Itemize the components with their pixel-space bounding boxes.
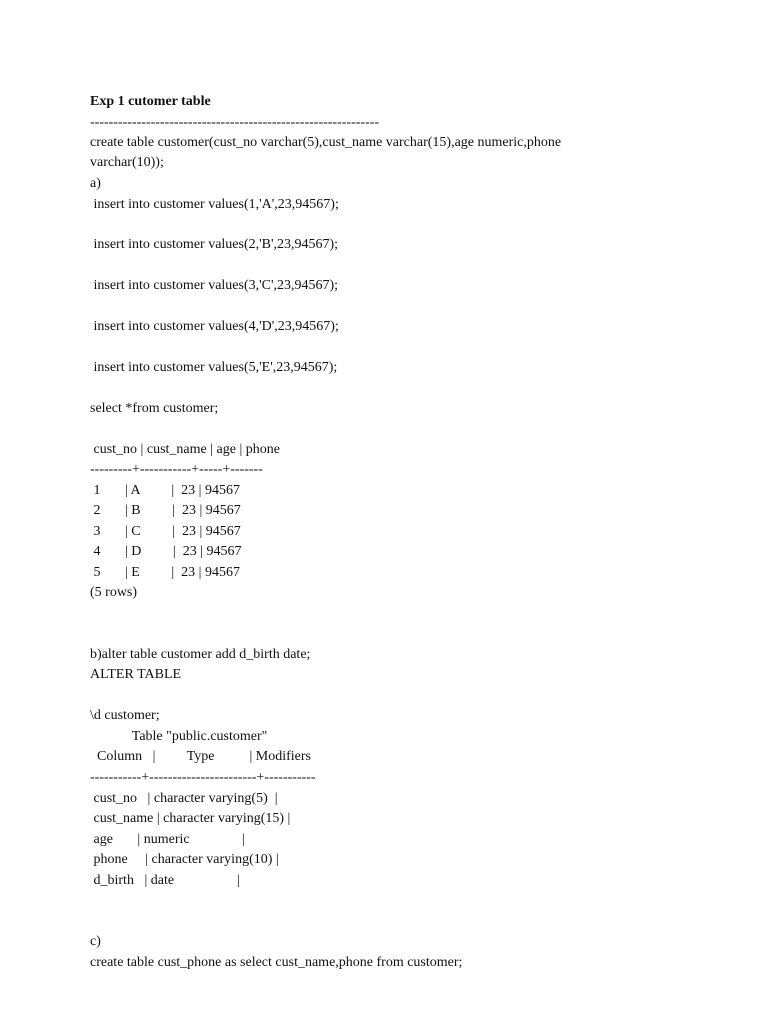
result-row: 1 | A | 23 | 94567 xyxy=(90,483,240,498)
insert-statement: insert into customer values(3,'C',23,94567); xyxy=(90,278,339,293)
insert-statement: insert into customer values(4,'D',23,94567); xyxy=(90,319,339,334)
row-count: (5 rows) xyxy=(90,585,138,600)
title-separator: -------------------------------------------------------------- xyxy=(90,115,380,130)
result-row: 3 | C | 23 | 94567 xyxy=(90,524,241,539)
column-row: cust_no | character varying(5) | xyxy=(90,791,278,806)
document-title: Exp 1 cutomer table xyxy=(90,94,211,109)
column-row: age | numeric | xyxy=(90,832,245,847)
columns-header: Column | Type | Modifiers xyxy=(90,749,311,764)
create-table-statement: create table customer(cust_no varchar(5),cust_name varchar(15),age numeric,phone xyxy=(90,135,562,150)
result-header: cust_no | cust_name | age | phone xyxy=(90,442,280,457)
result-row: 4 | D | 23 | 94567 xyxy=(90,544,242,559)
alter-table-response: ALTER TABLE xyxy=(90,667,182,682)
result-row: 5 | E | 23 | 94567 xyxy=(90,565,240,580)
part-c-label: c) xyxy=(90,934,101,949)
describe-command: \d customer; xyxy=(90,708,160,723)
alter-table-statement: b)alter table customer add d_birth date; xyxy=(90,647,311,662)
create-cust-phone-statement: create table cust_phone as select cust_name,phone from customer; xyxy=(90,955,463,970)
insert-statement: insert into customer values(1,'A',23,94567); xyxy=(90,197,339,212)
insert-statement: insert into customer values(5,'E',23,94567); xyxy=(90,360,338,375)
part-a-label: a) xyxy=(90,176,101,191)
table-caption: Table "public.customer" xyxy=(90,729,268,744)
create-table-statement-cont: varchar(10)); xyxy=(90,155,164,170)
column-row: d_birth | date | xyxy=(90,873,240,888)
column-row: phone | character varying(10) | xyxy=(90,852,279,867)
insert-statement: insert into customer values(2,'B',23,94567); xyxy=(90,237,339,252)
select-statement: select *from customer; xyxy=(90,401,219,416)
result-row: 2 | B | 23 | 94567 xyxy=(90,503,241,518)
column-row: cust_name | character varying(15) | xyxy=(90,811,291,826)
result-separator: ---------+-----------+-----+------- xyxy=(90,462,263,477)
columns-separator: -----------+-----------------------+----------- xyxy=(90,770,316,785)
